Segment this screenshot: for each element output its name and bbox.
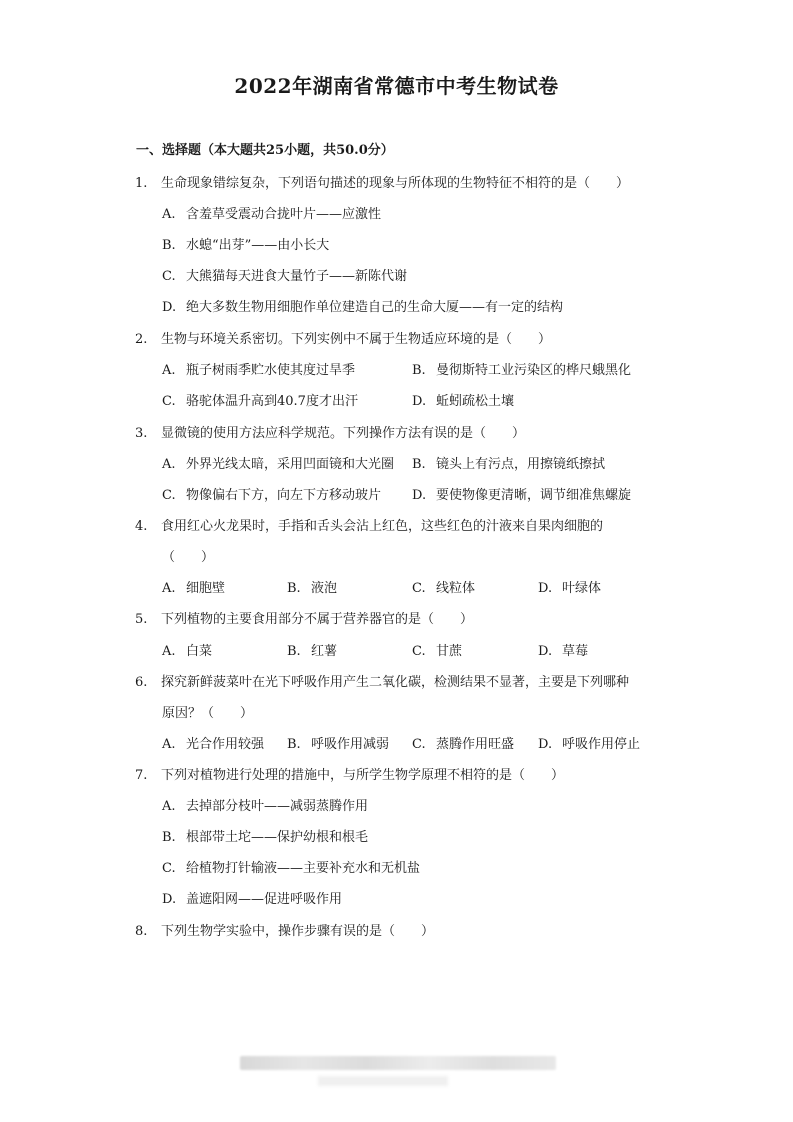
option-label: B. [287, 644, 301, 659]
option-text: 镜头上有污点，用擦镜纸擦拭 [436, 457, 606, 472]
blurred-footer-watermark [240, 1056, 556, 1070]
option-label: A. [162, 207, 176, 222]
option-c [162, 484, 381, 503]
option-text: 大熊猫每天进食大量竹子——新陈代谢 [186, 269, 408, 284]
option-label: D. [538, 644, 553, 659]
question-7 [135, 764, 564, 783]
option-text: 叶绿体 [562, 581, 602, 596]
option-label: C. [412, 581, 426, 596]
option-label: B. [162, 830, 176, 845]
option-text: 线粒体 [436, 581, 476, 596]
option-text: 液泡 [311, 581, 338, 596]
option-text: 呼吸作用停止 [562, 737, 641, 752]
option-text: 甘蔗 [436, 644, 463, 659]
question-3 [135, 422, 525, 441]
option-d [412, 484, 631, 503]
question-stem: 生命现象错综复杂，下列语句描述的现象与所体现的生物特征不相符的是（ ） [161, 176, 630, 191]
option-label: B. [287, 581, 301, 596]
question-stem-continued: 原因？（ ） [162, 706, 254, 721]
option-text: 骆驼体温升高到40.7度才出汗 [186, 394, 358, 409]
option-label: D. [538, 581, 553, 596]
option-text: 盖遮阳网——促进呼吸作用 [186, 892, 343, 907]
option-label: A. [162, 363, 176, 378]
option-d [538, 733, 640, 752]
option-c [412, 640, 462, 659]
question-5 [135, 608, 473, 627]
option-label: A. [162, 644, 176, 659]
question-number: 8. [135, 924, 148, 939]
option-b [412, 453, 605, 472]
option-a [162, 795, 368, 814]
question-stem: 下列生物学实验中，操作步骤有误的是（ ） [161, 924, 435, 939]
option-label: B. [412, 363, 426, 378]
option-text: 水螅“出芽”——由小长大 [186, 238, 330, 253]
option-c [412, 733, 514, 752]
option-label: D. [538, 737, 553, 752]
page-title: 2022年湖南省常德市中考生物试卷 [234, 74, 559, 98]
option-b [287, 640, 337, 659]
question-number: 2. [135, 332, 148, 347]
option-text: 去掉部分枝叶——减弱蒸腾作用 [186, 799, 369, 814]
option-label: C. [162, 488, 176, 503]
question-stem: 下列植物的主要食用部分不属于营养器官的是（ ） [161, 612, 474, 627]
option-text: 绝大多数生物用细胞作单位建造自己的生命大厦——有一定的结构 [186, 300, 564, 315]
question-stem: 食用红心火龙果时，手指和舌头会沾上红色，这些红色的汁液来自果肉细胞的 [161, 519, 604, 534]
option-text: 草莓 [562, 644, 589, 659]
question-stem: 生物与环境关系密切。下列实例中不属于生物适应环境的是（ ） [161, 332, 552, 347]
question-number: 6. [135, 675, 148, 690]
question-8 [135, 920, 434, 939]
option-label: C. [412, 737, 426, 752]
option-c [162, 390, 358, 409]
question-2 [135, 328, 551, 347]
question-number: 4. [135, 519, 148, 534]
question-number: 1. [135, 176, 148, 191]
option-label: D. [162, 300, 177, 315]
option-d [538, 640, 588, 659]
option-d [412, 390, 514, 409]
option-text: 呼吸作用减弱 [311, 737, 390, 752]
option-text: 细胞壁 [186, 581, 226, 596]
option-d [162, 888, 342, 907]
option-text: 根部带土坨——保护幼根和根毛 [186, 830, 369, 845]
option-label: D. [162, 892, 177, 907]
section-heading: 一、选择题（本大题共25小题，共50.0分） [136, 143, 394, 158]
question-1 [135, 172, 629, 191]
question-4 [135, 515, 603, 534]
option-b [162, 826, 368, 845]
option-a [162, 359, 355, 378]
option-label: B. [162, 238, 176, 253]
question-stem: 探究新鲜菠菜叶在光下呼吸作用产生二氧化碳，检测结果不显著，主要是下列哪种 [161, 675, 630, 690]
option-a [162, 733, 264, 752]
option-d [162, 296, 563, 315]
question-stem: 下列对植物进行处理的措施中，与所学生物学原理不相符的是（ ） [161, 768, 565, 783]
option-a [162, 203, 381, 222]
option-label: D. [412, 488, 427, 503]
option-b [162, 234, 329, 253]
option-text: 蚯蚓疏松土壤 [436, 394, 515, 409]
question-number: 3. [135, 426, 148, 441]
option-text: 外界光线太暗，采用凹面镜和大光圈 [186, 457, 395, 472]
question-stem: 显微镜的使用方法应科学规范。下列操作方法有误的是（ ） [161, 426, 526, 441]
question-stem-continued: （ ） [162, 550, 215, 565]
option-label: C. [162, 394, 176, 409]
blurred-footer-watermark-line [318, 1076, 448, 1086]
option-label: D. [412, 394, 427, 409]
option-label: A. [162, 737, 176, 752]
option-c [162, 265, 407, 284]
question-number: 7. [135, 768, 148, 783]
option-b [287, 733, 389, 752]
option-b [287, 577, 337, 596]
option-text: 要使物像更清晰，调节细准焦螺旋 [436, 488, 632, 503]
option-a [162, 453, 394, 472]
option-text: 物像偏右下方，向左下方移动玻片 [186, 488, 382, 503]
option-text: 含羞草受震动合拢叶片——应激性 [186, 207, 382, 222]
option-a [162, 577, 225, 596]
option-label: B. [287, 737, 301, 752]
option-c [412, 577, 475, 596]
option-c [162, 857, 420, 876]
option-text: 曼彻斯特工业污染区的桦尺蛾黑化 [436, 363, 632, 378]
question-6 [135, 671, 629, 690]
option-d [538, 577, 601, 596]
option-label: C. [412, 644, 426, 659]
option-label: B. [412, 457, 426, 472]
option-text: 光合作用较强 [186, 737, 265, 752]
option-b [412, 359, 631, 378]
question-number: 5. [135, 612, 148, 627]
option-text: 瓶子树雨季贮水使其度过旱季 [186, 363, 356, 378]
option-label: A. [162, 799, 176, 814]
option-label: C. [162, 269, 176, 284]
option-label: A. [162, 581, 176, 596]
option-label: C. [162, 861, 176, 876]
option-text: 蒸腾作用旺盛 [436, 737, 515, 752]
option-text: 白菜 [186, 644, 213, 659]
option-label: A. [162, 457, 176, 472]
option-text: 红薯 [311, 644, 338, 659]
option-a [162, 640, 212, 659]
option-text: 给植物打针输液——主要补充水和无机盐 [186, 861, 421, 876]
